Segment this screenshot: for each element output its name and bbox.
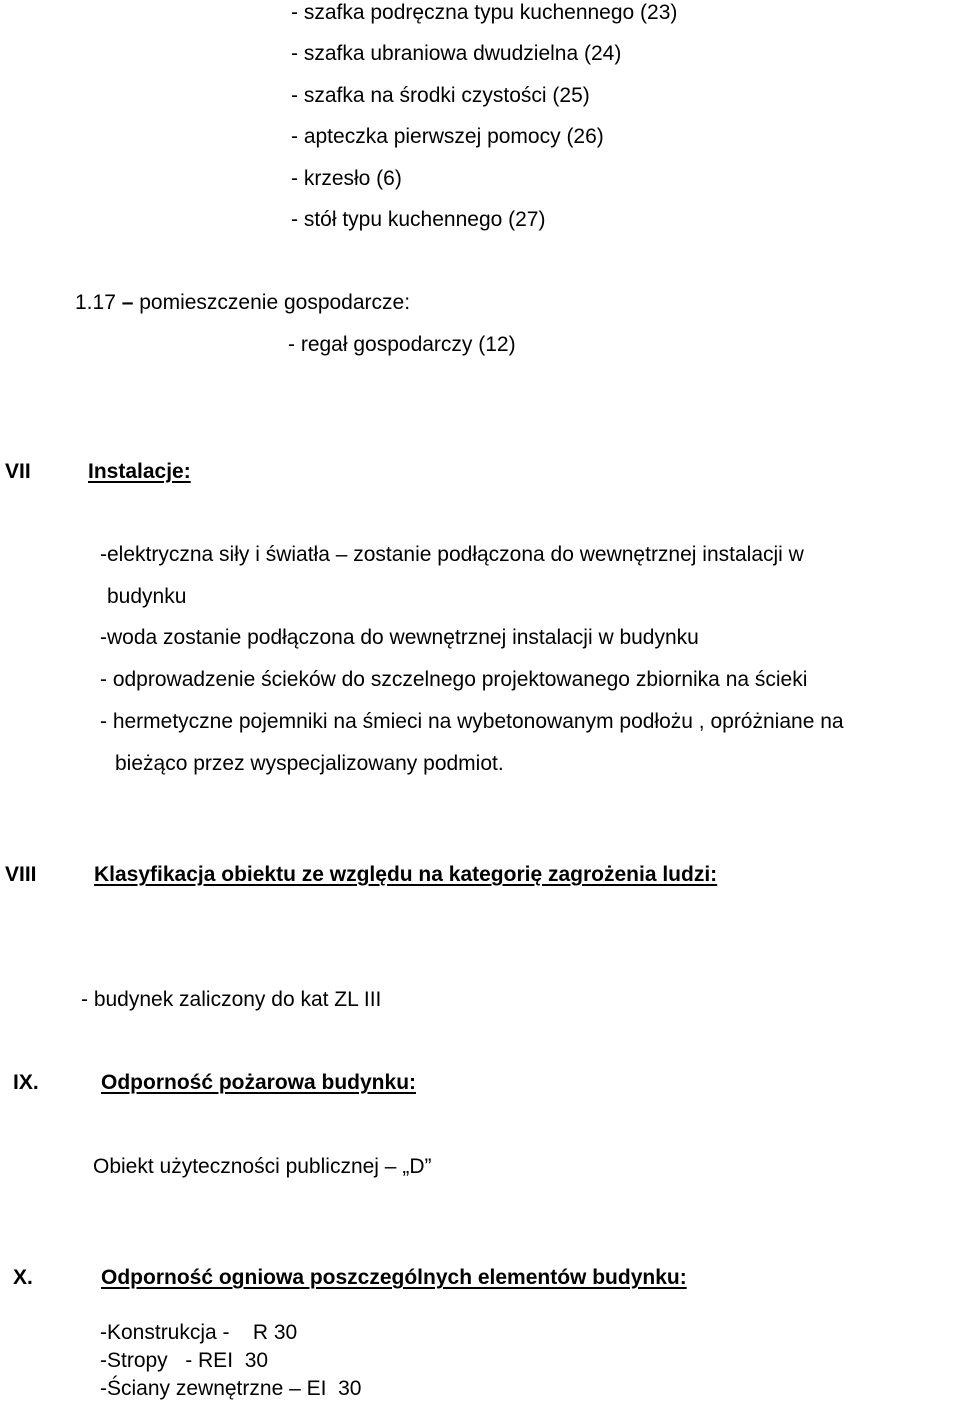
section-title: Klasyfikacja obiektu ze względu na kategorię zagrożenia ludzi: (94, 863, 718, 886)
list-item: - regał gospodarczy (12) (288, 333, 516, 356)
section-numeral: VII (5, 460, 31, 483)
list-item: - szafka ubraniowa dwudzielna (24) (291, 42, 622, 65)
section-text: Obiekt użyteczności publicznej – „D” (93, 1155, 432, 1178)
room-dash: – (115, 291, 134, 314)
list-item: - krzesło (6) (291, 167, 402, 190)
list-item: - szafka na środki czystości (25) (291, 84, 590, 107)
list-item: -elektryczna siły i światła – zostanie podłączona do wewnętrznej instalacji w (100, 543, 804, 566)
list-item: - odprowadzenie ścieków do szczelnego projektowanego zbiornika na ścieki (100, 668, 808, 691)
list-item: budynku (107, 585, 187, 608)
list-item: - hermetyczne pojemniki na śmieci na wybetonowanym podłożu , opróżniane na (100, 710, 844, 733)
section-numeral: IX. (13, 1071, 39, 1094)
section-title: Odporność pożarowa budynku: (101, 1071, 417, 1094)
list-item: - stół typu kuchennego (27) (291, 208, 546, 231)
section-text: - budynek zaliczony do kat ZL III (81, 988, 382, 1011)
list-item: -Ściany zewnętrzne – EI 30 (100, 1377, 362, 1400)
list-item: - szafka podręczna typu kuchennego (23) (291, 1, 678, 24)
list-item: -woda zostanie podłączona do wewnętrznej instalacji w budynku (100, 626, 699, 649)
room-heading (75, 292, 410, 313)
room-number: 1.17 (75, 291, 116, 314)
list-item: bieżąco przez wyspecjalizowany podmiot. (115, 752, 504, 775)
list-item: -Konstrukcja - R 30 (100, 1321, 298, 1344)
list-item: - apteczka pierwszej pomocy (26) (291, 125, 604, 148)
section-title: Instalacje: (88, 460, 191, 483)
section-numeral: X. (13, 1266, 33, 1289)
list-item: -Stropy - REI 30 (100, 1349, 269, 1372)
section-numeral: VIII (5, 863, 37, 886)
section-title: Odporność ogniowa poszczególnych elementów budynku: (101, 1266, 687, 1289)
room-title: pomieszczenie gospodarcze: (133, 291, 411, 314)
